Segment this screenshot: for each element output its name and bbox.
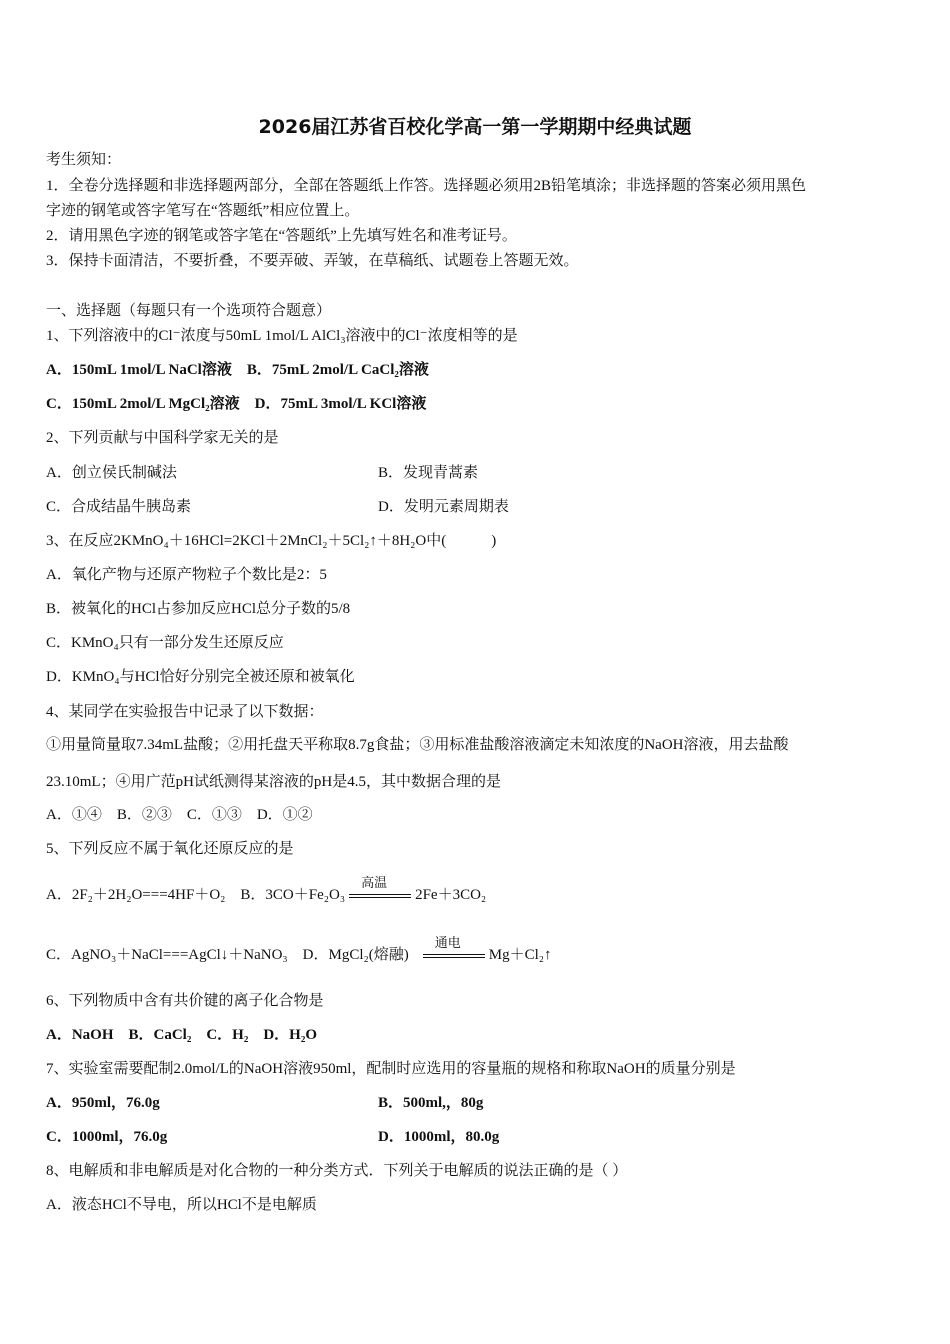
question-4-line-1: ①用量筒量取7.34mL盐酸；②用托盘天平称取8.7g食盐；③用标准盐酸溶液滴定未知浓度的NaOH溶液，用去盐酸	[46, 737, 789, 753]
reaction-condition-arrow	[423, 934, 485, 963]
notice-item: 2．请用黑色字迹的钢笔或答字笔在“答题纸”上先填写姓名和准考证号。	[46, 228, 517, 244]
question-7-option-a: A．950ml，76.0g	[46, 1095, 160, 1111]
condition-label: 通电	[434, 934, 461, 950]
section-heading: 一、选择题（每题只有一个选项符合题意）	[46, 303, 332, 319]
question-7-option-d: D．1000ml，80.0g	[378, 1129, 500, 1145]
question-7-option-c: C．1000ml，76.0g	[46, 1129, 168, 1145]
question-3-stem: 3、在反应2KMnO₄＋16HCl=2KCl＋2MnCl₂＋5Cl₂↑＋8H₂O中( )	[46, 533, 497, 549]
question-2-stem: 2、下列贡献与中国科学家无关的是	[46, 430, 279, 446]
question-5-option-a: A．2F₂＋2H₂O===4HF＋O₂ B．3CO＋Fe₂O₃	[46, 887, 346, 903]
question-4-line-2: 23.10mL；④用广范pH试纸测得某溶液的pH是4.5，其中数据合理的是	[46, 774, 501, 790]
question-7-stem: 7、实验室需要配制2.0mol/L的NaOH溶液950ml，配制时应选用的容量瓶的规格和称取NaOH的质量分别是	[46, 1061, 736, 1077]
question-1-options-cd: C．150mL 2mol/L MgCl₂溶液 D．75mL 3mol/L KCl溶液	[46, 396, 427, 412]
question-5-option-b-products: 2Fe＋3CO₂	[415, 887, 487, 903]
question-7-option-b: B．500ml,，80g	[378, 1095, 484, 1111]
question-4-options: A．①④ B．②③ C．①③ D．①②	[46, 807, 313, 823]
question-5-options-ab	[46, 874, 487, 905]
question-5-option-c: C．AgNO₃＋NaCl===AgCl↓＋NaNO₃ D．MgCl₂(熔融)	[46, 947, 409, 963]
question-5-option-d-products: Mg＋Cl₂↑	[488, 947, 552, 963]
question-3-option-b: B．被氧化的HCl占参加反应HCl总分子数的5/8	[46, 601, 351, 617]
notice-item: 1．全卷分选择题和非选择题两部分，全部在答题纸上作答。选择题必须用2B铅笔填涂；非选择题的答案必须用黑色	[46, 178, 807, 194]
notice-heading: 考生须知：	[46, 152, 122, 168]
reaction-condition-arrow	[349, 874, 411, 903]
question-8-stem: 8、电解质和非电解质是对化合物的一种分类方式．下列关于电解质的说法正确的是（ ）	[46, 1163, 628, 1179]
question-5-stem: 5、下列反应不属于氧化还原反应的是	[46, 841, 294, 857]
question-4-stem: 4、某同学在实验报告中记录了以下数据：	[46, 704, 324, 720]
question-2-option-a: A．创立侯氏制碱法	[46, 465, 177, 481]
question-1-options-ab: A．150mL 1mol/L NaCl溶液 B．75mL 2mol/L CaCl₂溶液	[46, 362, 429, 378]
question-3-option-a: A．氧化产物与还原产物粒子个数比是2：5	[46, 567, 327, 583]
question-6-stem: 6、下列物质中含有共价键的离子化合物是	[46, 993, 324, 1009]
question-3-option-d: D．KMnO₄与HCl恰好分别完全被还原和被氧化	[46, 669, 355, 685]
question-1-stem: 1、下列溶液中的Cl⁻浓度与50mL 1mol/L AlCl₃溶液中的Cl⁻浓度相等的是	[46, 328, 518, 344]
question-2-option-b: B．发现青蒿素	[378, 465, 479, 481]
question-8-option-a: A．液态HCl不导电，所以HCl不是电解质	[46, 1197, 317, 1213]
page-title: 2026届江苏省百校化学高一第一学期期中经典试题	[258, 116, 692, 138]
condition-label: 高温	[361, 874, 388, 890]
notice-item: 字迹的钢笔或答字笔写在“答题纸”相应位置上。	[46, 203, 360, 219]
question-6-options: A．NaOH B．CaCl₂ C．H₂ D．H₂O	[46, 1027, 317, 1043]
notice-item: 3．保持卡面清洁，不要折叠，不要弄破、弄皱，在草稿纸、试题卷上答题无效。	[46, 253, 579, 269]
question-3-option-c: C．KMnO₄只有一部分发生还原反应	[46, 635, 284, 651]
question-2-option-d: D．发明元素周期表	[378, 499, 509, 515]
question-5-options-cd	[46, 934, 552, 965]
question-2-option-c: C．合成结晶牛胰岛素	[46, 499, 192, 515]
